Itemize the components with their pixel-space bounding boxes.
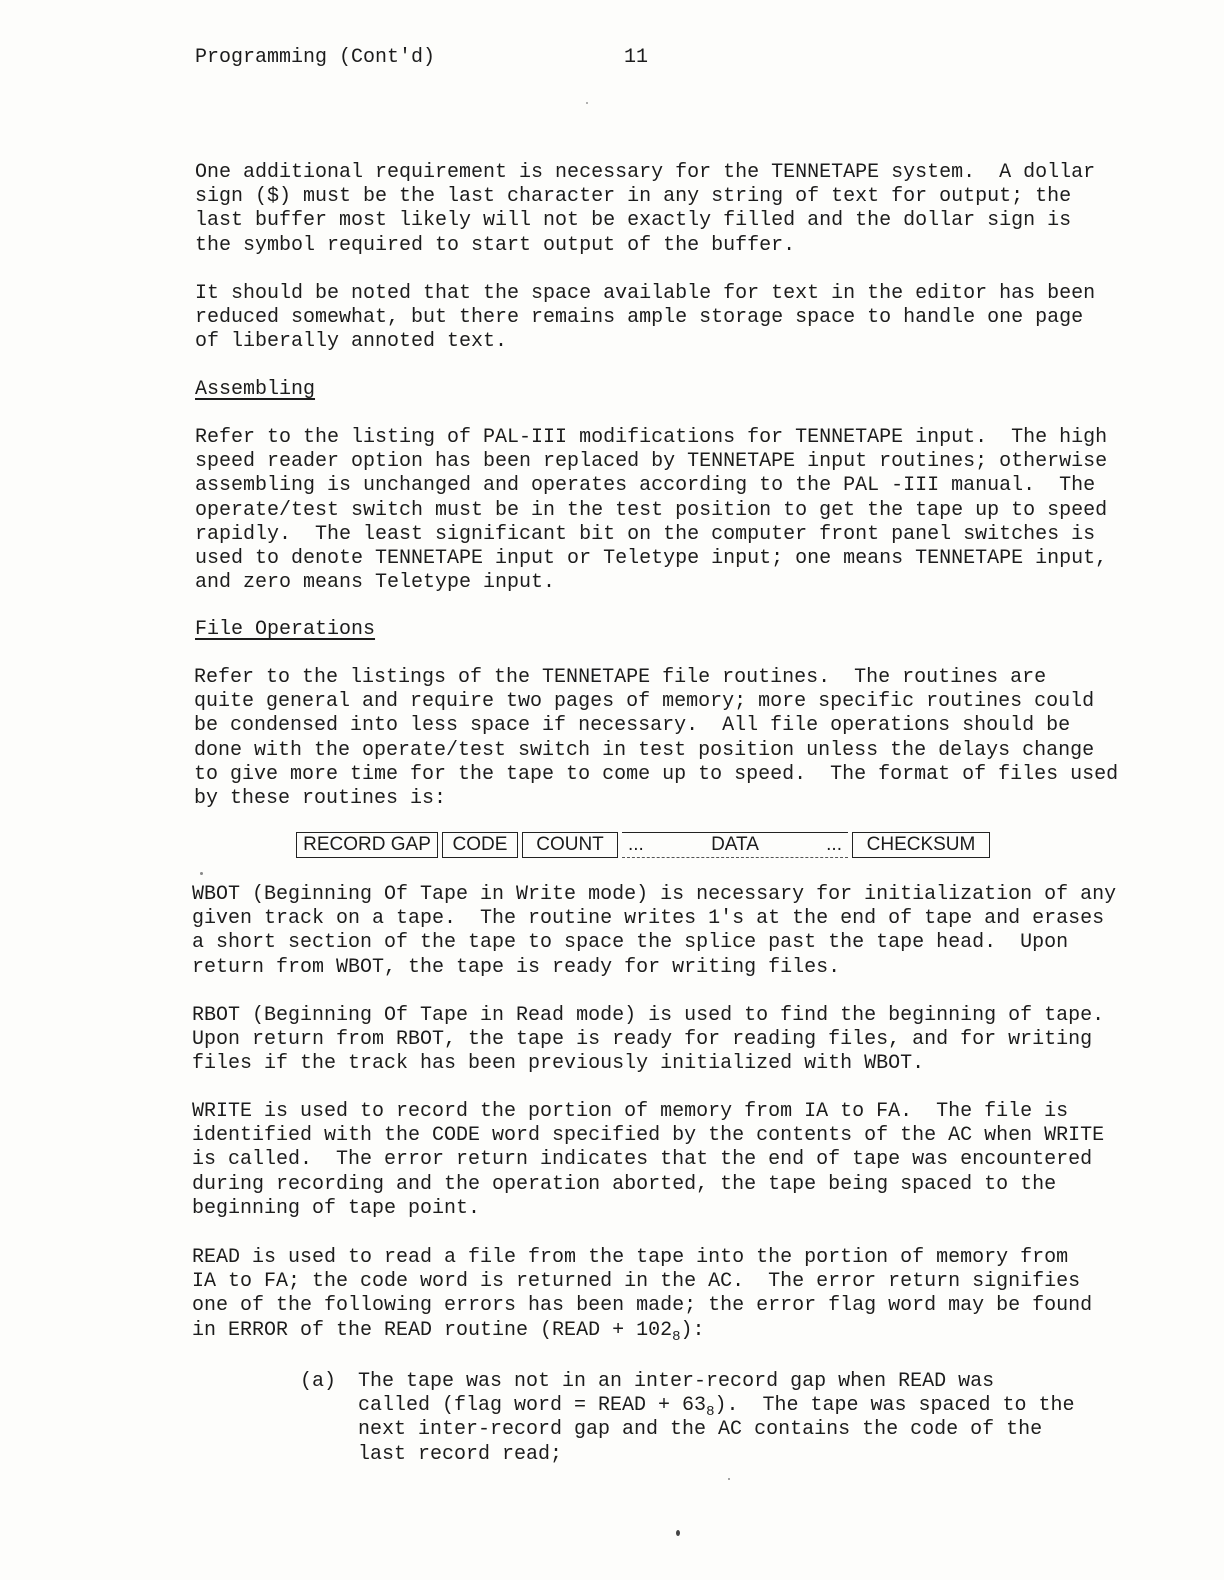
- scan-speck: [676, 1530, 680, 1536]
- scan-speck: [728, 1478, 730, 1480]
- scan-speck: [586, 102, 588, 104]
- paragraph-write: WRITE is used to record the portion of memory from IA to FA. The file is identified with the CODE word specified by the contents of the AC when WRITE is called. The error return indicates that the end of tape was encountered during recording and the operation aborted, the tape being spaced to the beginning of tape point.: [192, 1100, 1105, 1220]
- format-record-gap: RECORD GAP: [296, 832, 438, 858]
- paragraph-read: READ is used to read a file from the tape into the portion of memory from IA to FA; the code word is returned in the AC. The error return signifies one of the following errors has been made; the error flag word may be found in ERROR of the READ routine (READ + $102_8$):: [192, 1246, 1093, 1345]
- format-checksum: CHECKSUM: [852, 832, 990, 858]
- page-number: 11: [624, 46, 649, 69]
- heading-assembling: Assembling: [195, 378, 316, 401]
- list-item-label-a: (a): [300, 1370, 337, 1393]
- format-code: CODE: [442, 832, 518, 858]
- paragraph-wbot: WBOT (Beginning Of Tape in Write mode) is necessary for initialization of any given track on a tape. The routine writes 1's at the end of tape and erases a short section of the tape to space the splice past the tape head. Upon return from WBOT, the tape is ready for writing files.: [192, 883, 1117, 979]
- file-format-diagram: [296, 830, 996, 860]
- page-header: [195, 46, 895, 72]
- heading-file-operations: File Operations: [195, 618, 376, 641]
- paragraph-file-operations: Refer to the listings of the TENNETAPE file routines. The routines are quite general and require two pages of memory; more specific routines could be condensed into less space if necessary. All file operations should be done with the operate/test switch in test position unless the delays change to give more time for the tape to come up to speed. The format of files used by these routines is:: [194, 666, 1119, 811]
- format-data: ... DATA ...: [622, 832, 848, 858]
- paragraph-rbot: RBOT (Beginning Of Tape in Read mode) is used to find the beginning of tape. Upon return from RBOT, the tape is ready for reading files, and for writing files if the track has been previously initialized with WBOT.: [192, 1004, 1105, 1076]
- paragraph-assembling: Refer to the listing of PAL-III modifications for TENNETAPE input. The high speed reader option has been replaced by TENNETAPE input routines; otherwise assembling is unchanged and operates according to the PAL -III manual. The operate/test switch must be in the test position to get the tape up to speed rapidly. The least significant bit on the computer front panel switches is used to denote TENNETAPE input or Teletype input; one means TENNETAPE input, and zero means Teletype input.: [195, 426, 1108, 595]
- list-item-a-text: The tape was not in an inter-record gap when READ was called (flag word = READ + $63_8$). The tape was spaced to the next inter-record gap and the AC contains the code of the last record read;: [358, 1370, 1075, 1466]
- paragraph-editor-space: It should be noted that the space available for text in the editor has been reduced somewhat, but there remains ample storage space to handle one page of liberally annoted text.: [195, 282, 1096, 354]
- scan-speck: [200, 872, 203, 875]
- section-title: Programming (Cont'd): [195, 46, 436, 69]
- format-count: COUNT: [522, 832, 618, 858]
- paragraph-dollar-sign: One additional requirement is necessary for the TENNETAPE system. A dollar sign ($) must be the last character in any string of text for output; the last buffer most likely will not be exactly filled and the dollar sign is the symbol required to start output of the buffer.: [195, 161, 1096, 257]
